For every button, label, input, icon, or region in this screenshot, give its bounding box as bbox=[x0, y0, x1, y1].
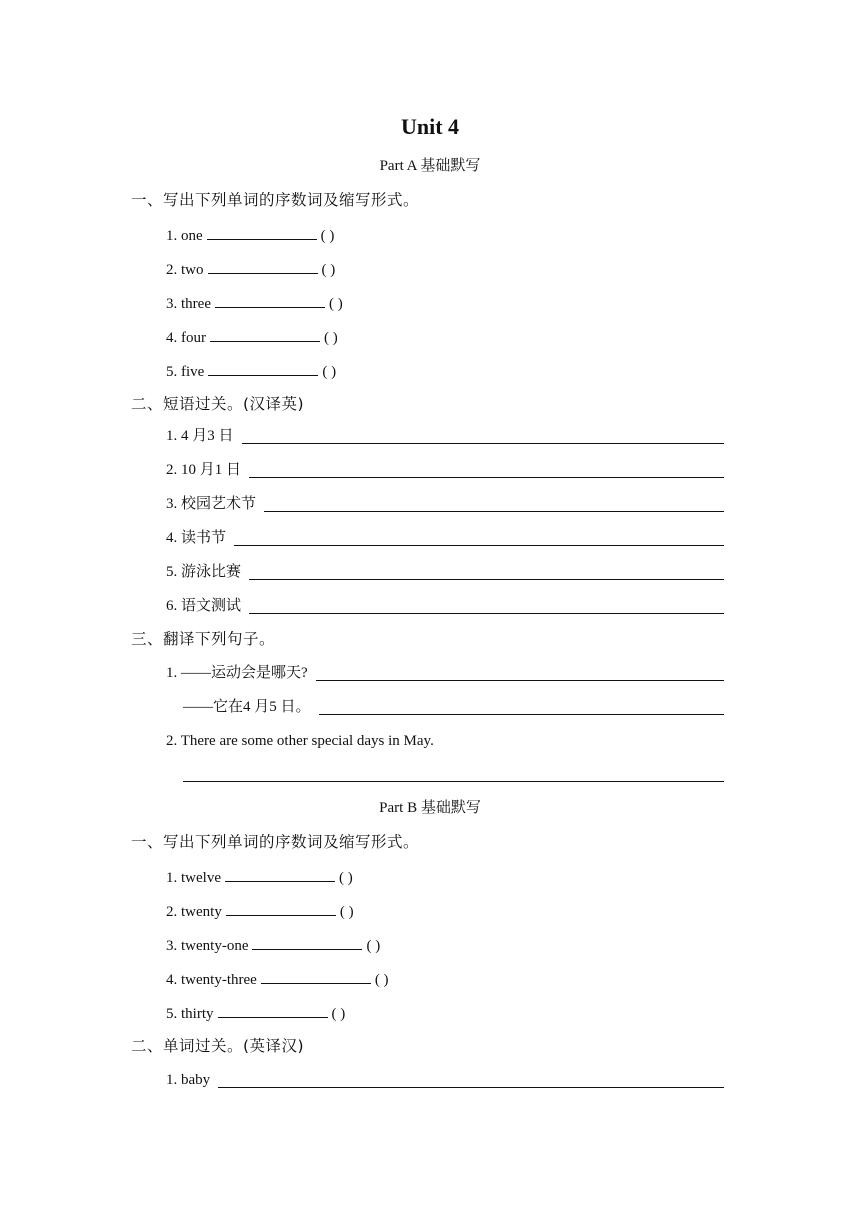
ordinal-item bbox=[166, 935, 380, 956]
answer-line[interactable] bbox=[319, 713, 724, 715]
answer-line[interactable] bbox=[242, 442, 724, 444]
item-label: 5. five bbox=[166, 364, 205, 380]
ordinal-item bbox=[166, 259, 335, 280]
item-label: 3. three bbox=[166, 296, 211, 312]
phrase-row bbox=[166, 492, 724, 514]
phrase-row bbox=[166, 594, 724, 616]
sentence-label: 2. There are some other special days in May. bbox=[166, 733, 434, 749]
item-label: 4. four bbox=[166, 330, 206, 346]
word-row bbox=[166, 1068, 724, 1090]
answer-line[interactable] bbox=[249, 578, 724, 580]
phrase-row bbox=[166, 560, 724, 582]
ordinal-item bbox=[166, 969, 389, 990]
phrase-row bbox=[166, 526, 724, 548]
part-b-section-1-heading: 一、写出下列单词的序数词及缩写形式。 bbox=[131, 833, 420, 851]
phrase-row bbox=[166, 424, 724, 446]
answer-blank[interactable] bbox=[208, 259, 318, 274]
ordinal-item bbox=[166, 867, 353, 888]
part-a-section-1-heading: 一、写出下列单词的序数词及缩写形式。 bbox=[131, 191, 420, 209]
abbr-paren: ( ) bbox=[338, 870, 353, 886]
abbr-paren: ( ) bbox=[321, 262, 336, 278]
sentence-label: 1. ——运动会是哪天? bbox=[166, 665, 308, 681]
phrase-label: 1. 4 月3 日 bbox=[166, 428, 234, 444]
part-b-heading: Part B 基础默写 bbox=[379, 800, 481, 816]
answer-line[interactable] bbox=[249, 476, 724, 478]
abbr-paren: ( ) bbox=[328, 296, 343, 312]
answer-line[interactable] bbox=[264, 510, 724, 512]
item-label: 5. thirty bbox=[166, 1006, 214, 1022]
phrase-row bbox=[166, 458, 724, 480]
answer-line[interactable] bbox=[183, 781, 724, 782]
answer-line[interactable] bbox=[234, 544, 724, 546]
abbr-paren: ( ) bbox=[331, 1006, 346, 1022]
ordinal-item bbox=[166, 225, 334, 246]
answer-blank[interactable] bbox=[261, 969, 371, 984]
answer-blank[interactable] bbox=[208, 361, 318, 376]
answer-blank[interactable] bbox=[226, 901, 336, 916]
phrase-label: 3. 校园艺术节 bbox=[166, 496, 257, 512]
ordinal-item bbox=[166, 901, 354, 922]
answer-line[interactable] bbox=[218, 1086, 724, 1088]
item-label: 3. twenty-one bbox=[166, 938, 249, 954]
ordinal-item bbox=[166, 1003, 345, 1024]
part-b-section-2-heading: 二、单词过关。(英译汉) bbox=[131, 1037, 305, 1055]
part-a-section-3-heading: 三、翻译下列句子。 bbox=[131, 630, 276, 648]
sentence-row bbox=[183, 695, 724, 717]
item-label: 2. twenty bbox=[166, 904, 222, 920]
ordinal-item bbox=[166, 293, 343, 314]
abbr-paren: ( ) bbox=[322, 364, 337, 380]
ordinal-item bbox=[166, 327, 338, 348]
page-title: Unit 4 bbox=[400, 114, 460, 139]
answer-line[interactable] bbox=[249, 612, 724, 614]
phrase-label: 4. 读书节 bbox=[166, 530, 227, 546]
abbr-paren: ( ) bbox=[374, 972, 389, 988]
word-label: 1. baby bbox=[166, 1072, 211, 1088]
abbr-paren: ( ) bbox=[366, 938, 381, 954]
answer-blank[interactable] bbox=[215, 293, 325, 308]
sentence-label: ——它在4 月5 日。 bbox=[183, 699, 311, 715]
item-label: 1. twelve bbox=[166, 870, 221, 886]
phrase-label: 6. 语文测试 bbox=[166, 598, 242, 614]
phrase-label: 2. 10 月1 日 bbox=[166, 462, 242, 478]
item-label: 1. one bbox=[166, 228, 203, 244]
item-label: 4. twenty-three bbox=[166, 972, 257, 988]
ordinal-item bbox=[166, 361, 336, 382]
phrase-label: 5. 游泳比赛 bbox=[166, 564, 242, 580]
answer-blank[interactable] bbox=[207, 225, 317, 240]
answer-blank[interactable] bbox=[210, 327, 320, 342]
sentence-row bbox=[166, 661, 724, 683]
item-label: 2. two bbox=[166, 262, 204, 278]
part-a-heading: Part A 基础默写 bbox=[379, 158, 481, 174]
part-a-section-2-heading: 二、短语过关。(汉译英) bbox=[131, 395, 305, 413]
answer-blank[interactable] bbox=[252, 935, 362, 950]
abbr-paren: ( ) bbox=[320, 228, 335, 244]
abbr-paren: ( ) bbox=[324, 330, 338, 346]
abbr-paren: ( ) bbox=[339, 904, 354, 920]
answer-line[interactable] bbox=[316, 679, 724, 681]
answer-blank[interactable] bbox=[225, 867, 335, 882]
answer-blank[interactable] bbox=[218, 1003, 328, 1018]
